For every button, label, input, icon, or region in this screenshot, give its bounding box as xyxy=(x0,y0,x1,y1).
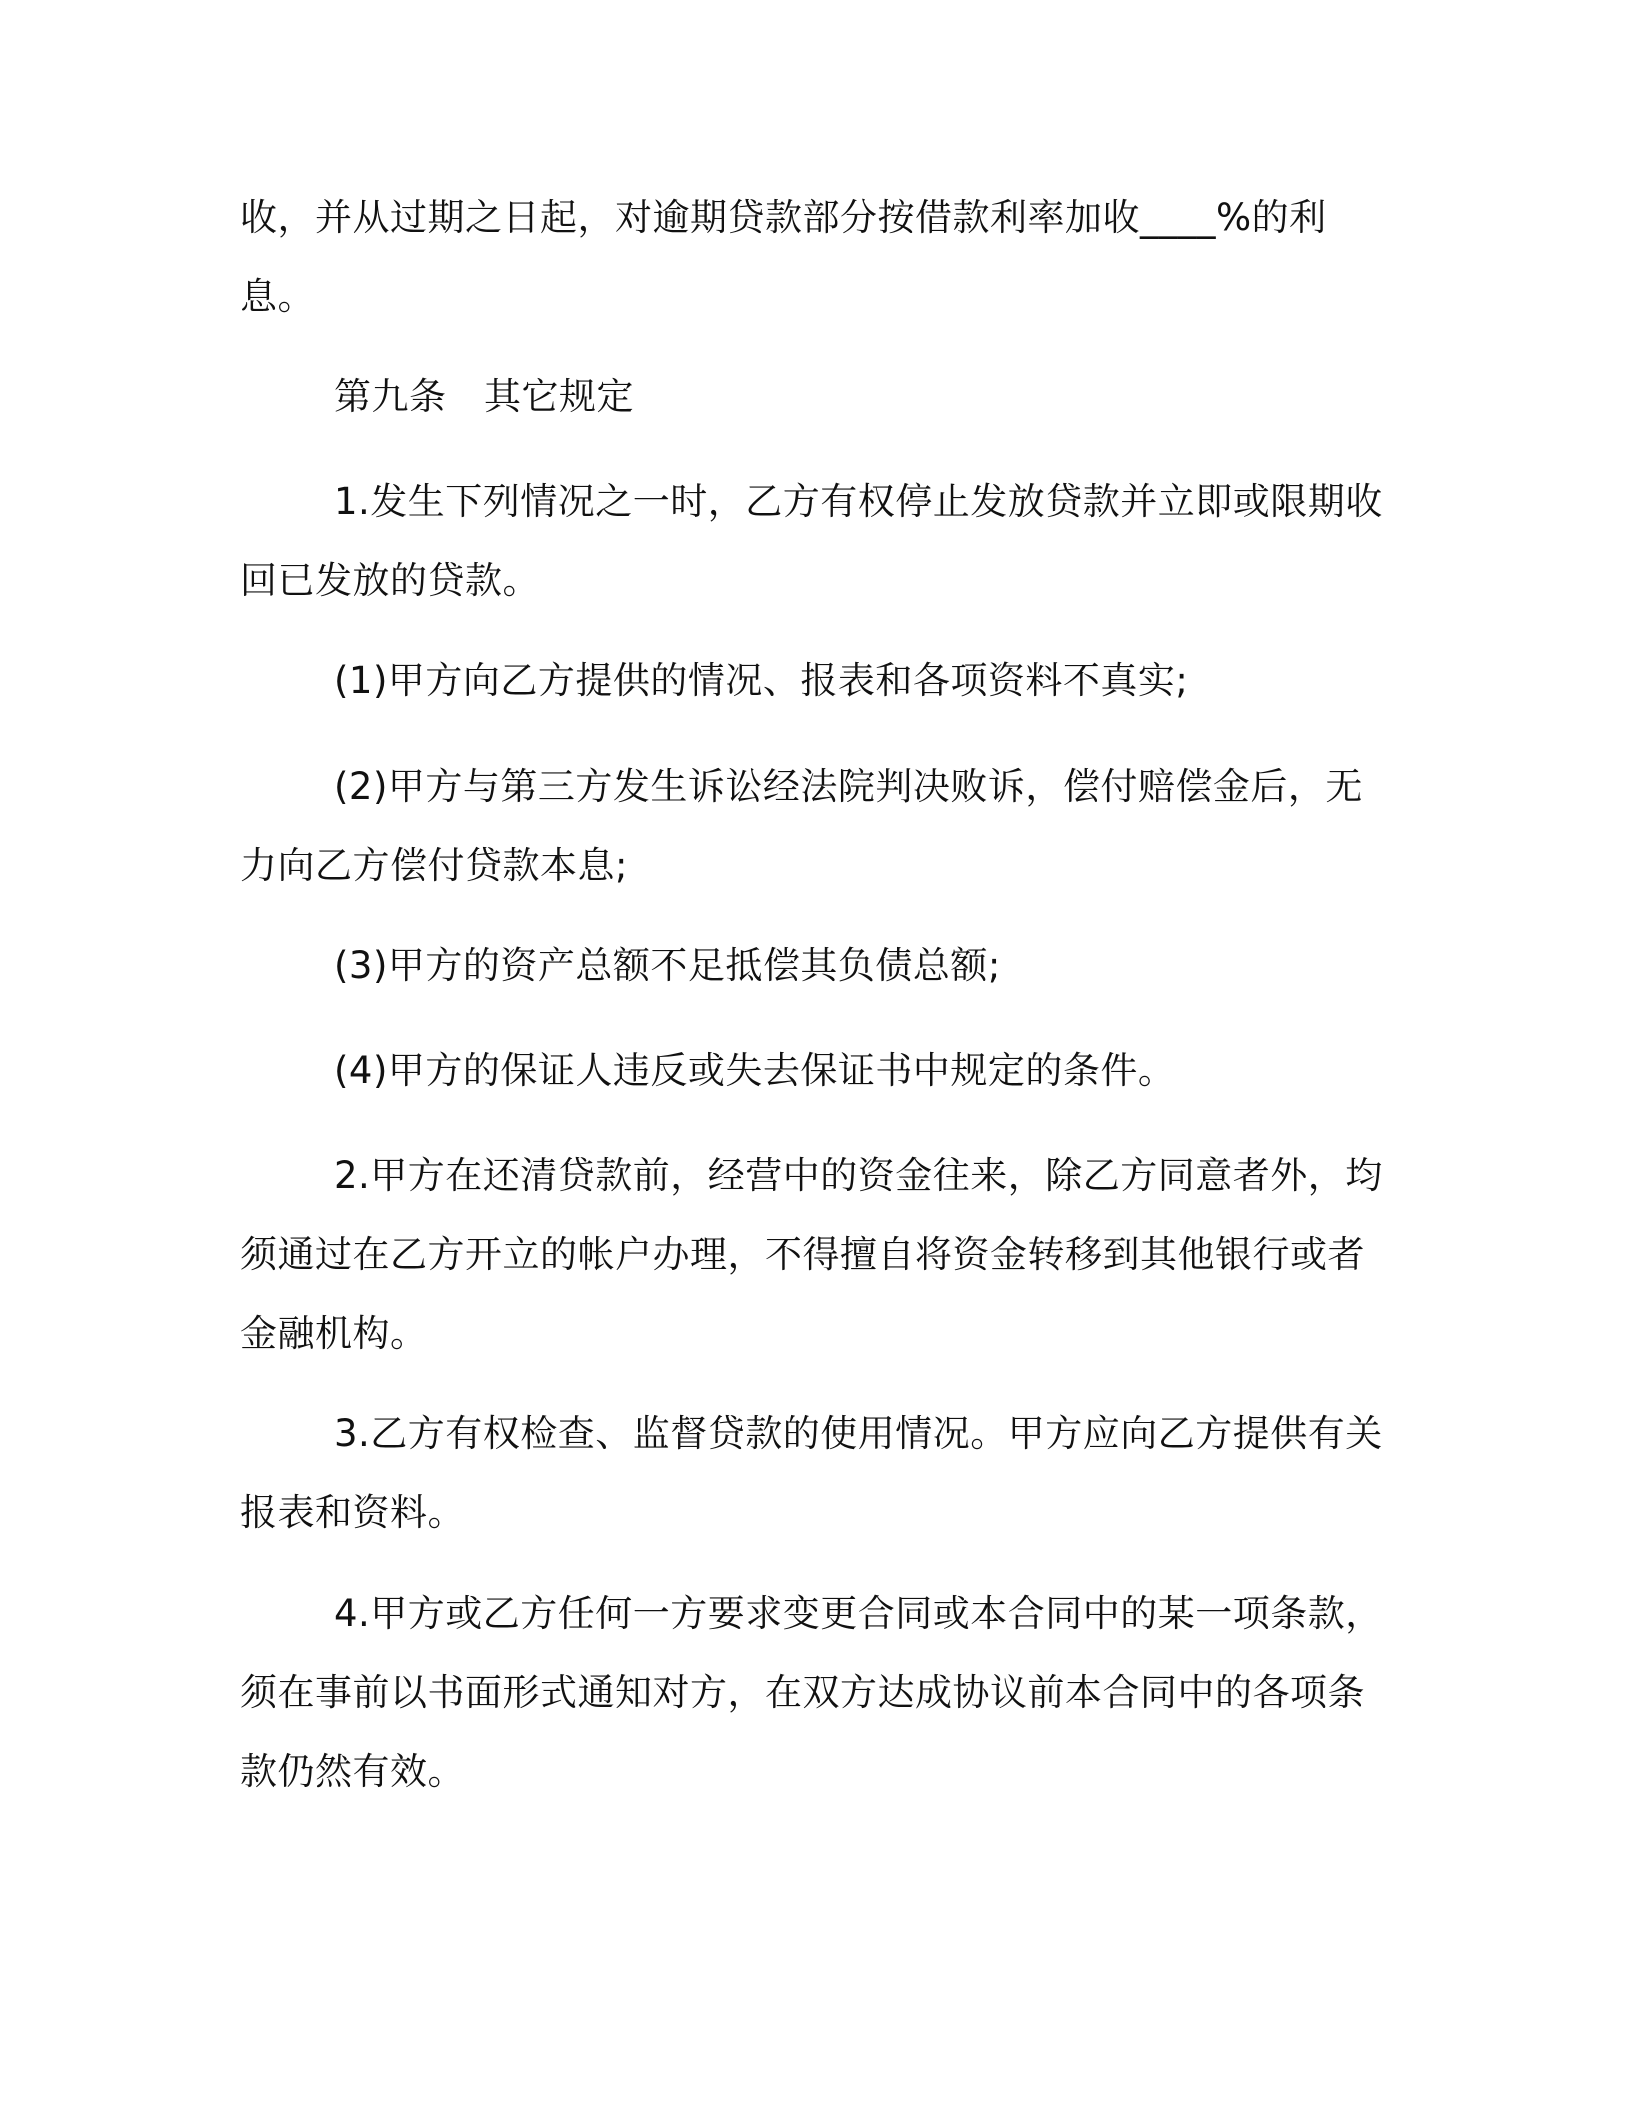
article-nine-heading: 第九条 其它规定 xyxy=(334,375,634,418)
paragraph-clause-1-item-3: (3)甲方的资产总额不足抵偿其负债总额; xyxy=(334,944,1001,987)
paragraph-clause-1-item-2: (2)甲方与第三方发生诉讼经法院判决败诉，偿付赔偿金后，无力向乙方偿付贷款本息; xyxy=(240,765,1363,887)
paragraph-clause-2: 2.甲方在还清贷款前，经营中的资金往来，除乙方同意者外，均须通过在乙方开立的帐户办理，不得擅自将资金转移到其他银行或者金融机构。 xyxy=(240,1154,1383,1355)
paragraph-clause-1-item-1: (1)甲方向乙方提供的情况、报表和各项资料不真实; xyxy=(334,659,1189,702)
paragraph-clause-1-item-4: (4)甲方的保证人违反或失去保证书中规定的条件。 xyxy=(334,1049,1176,1092)
paragraph-overdue-interest: 收，并从过期之日起，对逾期贷款部分按借款利率加收____%的利息。 xyxy=(240,196,1327,318)
paragraph-clause-3: 3.乙方有权检查、监督贷款的使用情况。甲方应向乙方提供有关报表和资料。 xyxy=(240,1412,1383,1534)
paragraph-clause-1: 1.发生下列情况之一时，乙方有权停止发放贷款并立即或限期收回已发放的贷款。 xyxy=(240,480,1383,602)
paragraph-clause-4: 4.甲方或乙方任何一方要求变更合同或本合同中的某一项条款，须在事前以书面形式通知对方，在双方达成协议前本合同中的各项条款仍然有效。 xyxy=(240,1592,1383,1793)
